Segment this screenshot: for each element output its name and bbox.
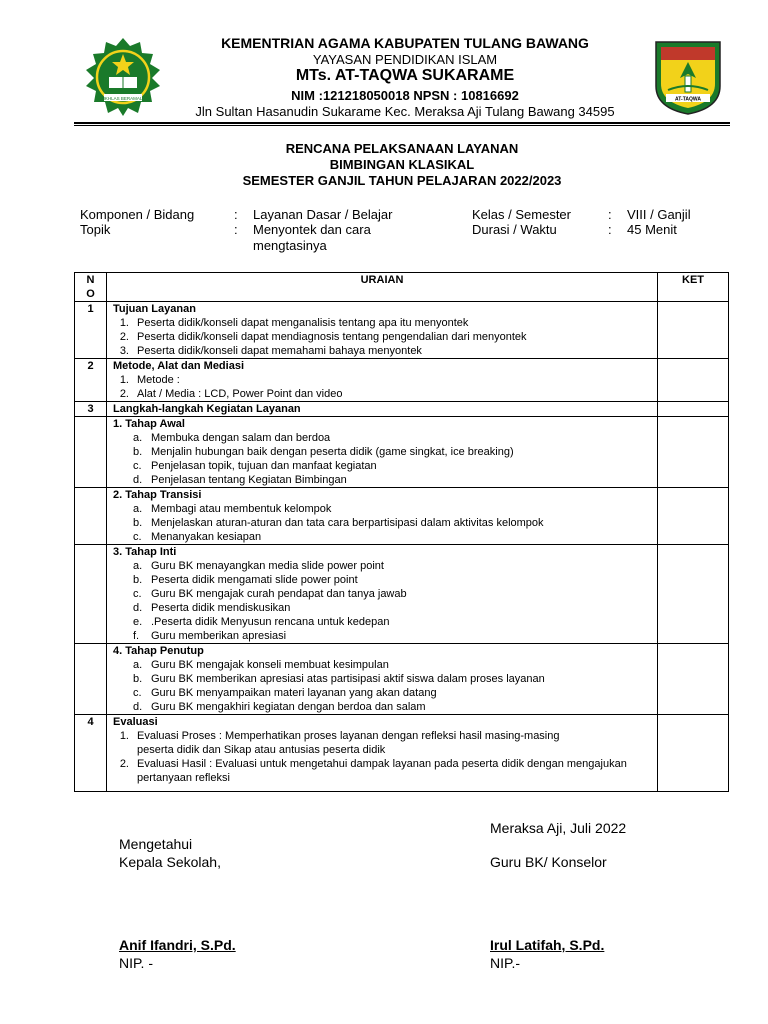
- list-item: [133, 573, 657, 587]
- item-number: 2.: [119, 388, 129, 400]
- topik-value-cont: mengtasinya: [253, 238, 327, 253]
- item-letter: d.: [133, 474, 143, 486]
- ket-cell: [658, 302, 729, 359]
- list-item: [133, 473, 657, 487]
- ket-cell: [658, 359, 729, 402]
- item-text: Alat / Media : LCD, Power Point dan video: [137, 388, 343, 400]
- row-content: [107, 715, 658, 792]
- table-row: [75, 417, 729, 488]
- ket-cell: [658, 715, 729, 792]
- item-letter: a.: [133, 560, 143, 572]
- row-number-empty: [75, 545, 107, 644]
- topik-value: Menyontek dan cara: [253, 222, 371, 237]
- item-letter: f.: [133, 630, 140, 642]
- stage-items: [107, 431, 657, 487]
- item-number: 3.: [119, 345, 129, 357]
- ministry-logo: [78, 36, 168, 118]
- item-letter: c.: [133, 588, 142, 600]
- item-letter: a.: [133, 503, 143, 515]
- list-item: [133, 615, 657, 629]
- table-row: [75, 715, 729, 792]
- doc-title-line1: RENCANA PELAKSANAAN LAYANAN: [285, 141, 519, 156]
- acknowledged-label: Mengetahui: [119, 836, 193, 852]
- header-uraian: URAIAN: [107, 273, 658, 302]
- place-date: Meraksa Aji, Juli 2022: [490, 820, 627, 836]
- item-text: Guru BK mengajak konseli membuat kesimpulan: [151, 659, 389, 671]
- header-no-line2: O: [86, 288, 95, 300]
- stage-title: 1. Tahap Awal: [113, 418, 185, 430]
- school-logo: [652, 38, 724, 116]
- foundation-name: YAYASAN PENDIDIKAN ISLAM: [312, 52, 498, 67]
- table-row: [75, 359, 729, 402]
- topik-label: Topik: [80, 222, 111, 237]
- section-title: Evaluasi: [113, 716, 158, 728]
- item-number: 1.: [119, 374, 129, 386]
- item-letter: b.: [133, 517, 143, 529]
- item-text: Peserta didik/konseli dapat mendiagnosis tentang pengendalian dari menyontek: [137, 331, 527, 343]
- row-number-empty: [75, 488, 107, 545]
- list-item: [107, 344, 657, 358]
- item-text: Menanyakan kesiapan: [151, 531, 262, 543]
- header-no: [75, 273, 107, 302]
- principal-title: Kepala Sekolah,: [119, 854, 221, 870]
- list-item: [133, 587, 657, 601]
- school-name: MTs. AT-TAQWA SUKARAME: [295, 67, 515, 84]
- colon: :: [234, 207, 238, 222]
- item-text: Guru BK mengakhiri kegiatan dengan berdoa dan salam: [151, 701, 426, 713]
- stage-items: [107, 502, 657, 544]
- svg-text:IKHLAS BERAMAL: IKHLAS BERAMAL: [103, 96, 143, 101]
- item-text: Peserta didik mengamati slide power point: [151, 574, 358, 586]
- principal-name: Anif Ifandri, S.Pd.: [119, 937, 236, 953]
- svg-text:AT-TAQWA: AT-TAQWA: [675, 96, 701, 103]
- item-text: .Peserta didik Menyusun rencana untuk kedepan: [151, 616, 390, 628]
- stage-items: [107, 559, 657, 643]
- school-address: Jln Sultan Hasanudin Sukarame Kec. Meraksa Aji Tulang Bawang 34595: [195, 104, 615, 119]
- school-registration: NIM :121218050018 NPSN : 10816692: [291, 88, 519, 103]
- item-text: Metode :: [137, 374, 180, 386]
- item-number: 1.: [119, 730, 129, 742]
- table-header-row: [75, 273, 729, 302]
- item-number: 2.: [119, 331, 129, 343]
- item-text: Peserta didik/konseli dapat memahami bahaya menyontek: [137, 345, 422, 357]
- stage-cell: [107, 488, 658, 545]
- table-row: [75, 402, 729, 417]
- row-number: 2: [75, 359, 107, 402]
- item-text: Evaluasi Hasil : Evaluasi untuk mengetahui dampak layanan pada peserta didik dengan mengajukan pertanyaan refleksi: [137, 758, 627, 784]
- header-ket: KET: [658, 273, 729, 302]
- stage-items: [107, 658, 657, 714]
- item-text: Guru BK menayangkan media slide power point: [151, 560, 384, 572]
- kelas-value: VIII / Ganjil: [627, 207, 691, 222]
- doc-title-line3: SEMESTER GANJIL TAHUN PELAJARAN 2022/2023: [242, 173, 562, 188]
- list-item: [133, 530, 657, 544]
- list-item: [133, 672, 657, 686]
- stage-cell: [107, 644, 658, 715]
- list-item: [133, 459, 657, 473]
- ministry-name: KEMENTRIAN AGAMA KABUPATEN TULANG BAWANG: [221, 35, 589, 51]
- stage-title: 2. Tahap Transisi: [113, 489, 202, 501]
- list-item: [133, 629, 657, 643]
- komponen-value: Layanan Dasar / Belajar: [253, 207, 393, 222]
- item-text: Guru BK menyampaikan materi layanan yang akan datang: [151, 687, 437, 699]
- header-no-line1: N: [86, 274, 95, 286]
- counselor-name: Irul Latifah, S.Pd.: [490, 937, 605, 953]
- item-text: Guru BK mengajak curah pendapat dan tanya jawab: [151, 588, 407, 600]
- table-row: [75, 302, 729, 359]
- item-text: Membagi atau membentuk kelompok: [151, 503, 332, 515]
- row-number: 4: [75, 715, 107, 792]
- activity-table: [74, 272, 729, 792]
- list-item: [133, 686, 657, 700]
- item-letter: a.: [133, 659, 143, 671]
- list-item: [107, 387, 657, 401]
- list-item: [133, 445, 657, 459]
- counselor-title: Guru BK/ Konselor: [490, 854, 607, 870]
- item-text: Guru BK memberikan apresiasi atas partisipasi aktif siswa dalam proses layanan: [151, 673, 545, 685]
- item-text: Penjelasan tentang Kegiatan Bimbingan: [151, 474, 347, 486]
- item-text: Penjelasan topik, tujuan dan manfaat kegiatan: [151, 460, 377, 472]
- list-item: [107, 757, 657, 785]
- colon: :: [608, 222, 612, 237]
- list-item: [133, 431, 657, 445]
- komponen-label: Komponen / Bidang: [80, 207, 195, 222]
- letterhead-divider: [74, 122, 730, 126]
- doc-title-line2: BIMBINGAN KLASIKAL: [329, 157, 475, 172]
- list-item: [107, 729, 657, 757]
- list-item: [107, 316, 657, 330]
- principal-nip: NIP. -: [119, 955, 153, 971]
- list-item: [133, 516, 657, 530]
- table-row: [75, 545, 729, 644]
- table-row: [75, 488, 729, 545]
- list-item: [107, 373, 657, 387]
- item-letter: c.: [133, 531, 142, 543]
- item-letter: d.: [133, 602, 143, 614]
- row-number: 3: [75, 402, 107, 417]
- row-content: [107, 302, 658, 359]
- item-text: Membuka dengan salam dan berdoa: [151, 432, 331, 444]
- item-letter: b.: [133, 446, 143, 458]
- item-letter: e.: [133, 616, 143, 628]
- list-item: [133, 601, 657, 615]
- item-text: Guru memberikan apresiasi: [151, 630, 287, 642]
- ket-cell: [658, 488, 729, 545]
- row-content: [107, 359, 658, 402]
- list-item: [133, 658, 657, 672]
- item-letter: d.: [133, 701, 143, 713]
- item-number: 1.: [119, 317, 129, 329]
- item-text: Peserta didik mendiskusikan: [151, 602, 291, 614]
- stage-cell: [107, 545, 658, 644]
- ket-cell: [658, 644, 729, 715]
- list-item: [133, 700, 657, 714]
- ket-cell: [658, 545, 729, 644]
- item-text: Peserta didik/konseli dapat menganalisis tentang apa itu menyontek: [137, 317, 469, 329]
- row-number: 1: [75, 302, 107, 359]
- item-letter: b.: [133, 673, 143, 685]
- item-text: Evaluasi Proses : Memperhatikan proses layanan dengan refleksi hasil masing-masing peserta didik dan Sikap atau antusias peserta didik: [137, 730, 560, 756]
- durasi-value: 45 Menit: [627, 222, 677, 237]
- item-letter: c.: [133, 687, 142, 699]
- item-text: Menjalin hubungan baik dengan peserta didik (game singkat, ice breaking): [151, 446, 514, 458]
- item-letter: a.: [133, 432, 143, 444]
- ket-cell: [658, 417, 729, 488]
- row-number-empty: [75, 644, 107, 715]
- section-title: Tujuan Layanan: [113, 303, 196, 315]
- section-title: Metode, Alat dan Mediasi: [113, 360, 245, 372]
- counselor-nip: NIP.-: [490, 955, 521, 971]
- list-item: [133, 559, 657, 573]
- section-title: Langkah-langkah Kegiatan Layanan: [107, 402, 658, 417]
- colon: :: [608, 207, 612, 222]
- item-number: 2.: [119, 758, 129, 770]
- item-letter: c.: [133, 460, 142, 472]
- list-item: [107, 330, 657, 344]
- stage-title: 3. Tahap Inti: [113, 546, 177, 558]
- row-number-empty: [75, 417, 107, 488]
- stage-cell: [107, 417, 658, 488]
- list-item: [133, 502, 657, 516]
- item-letter: b.: [133, 574, 143, 586]
- ket-cell: [658, 402, 729, 417]
- durasi-label: Durasi / Waktu: [472, 222, 557, 237]
- colon: :: [234, 222, 238, 237]
- stage-title: 4. Tahap Penutup: [113, 645, 204, 657]
- item-text: Menjelaskan aturan-aturan dan tata cara berpartisipasi dalam aktivitas kelompok: [151, 517, 544, 529]
- table-row: [75, 644, 729, 715]
- kelas-label: Kelas / Semester: [472, 207, 571, 222]
